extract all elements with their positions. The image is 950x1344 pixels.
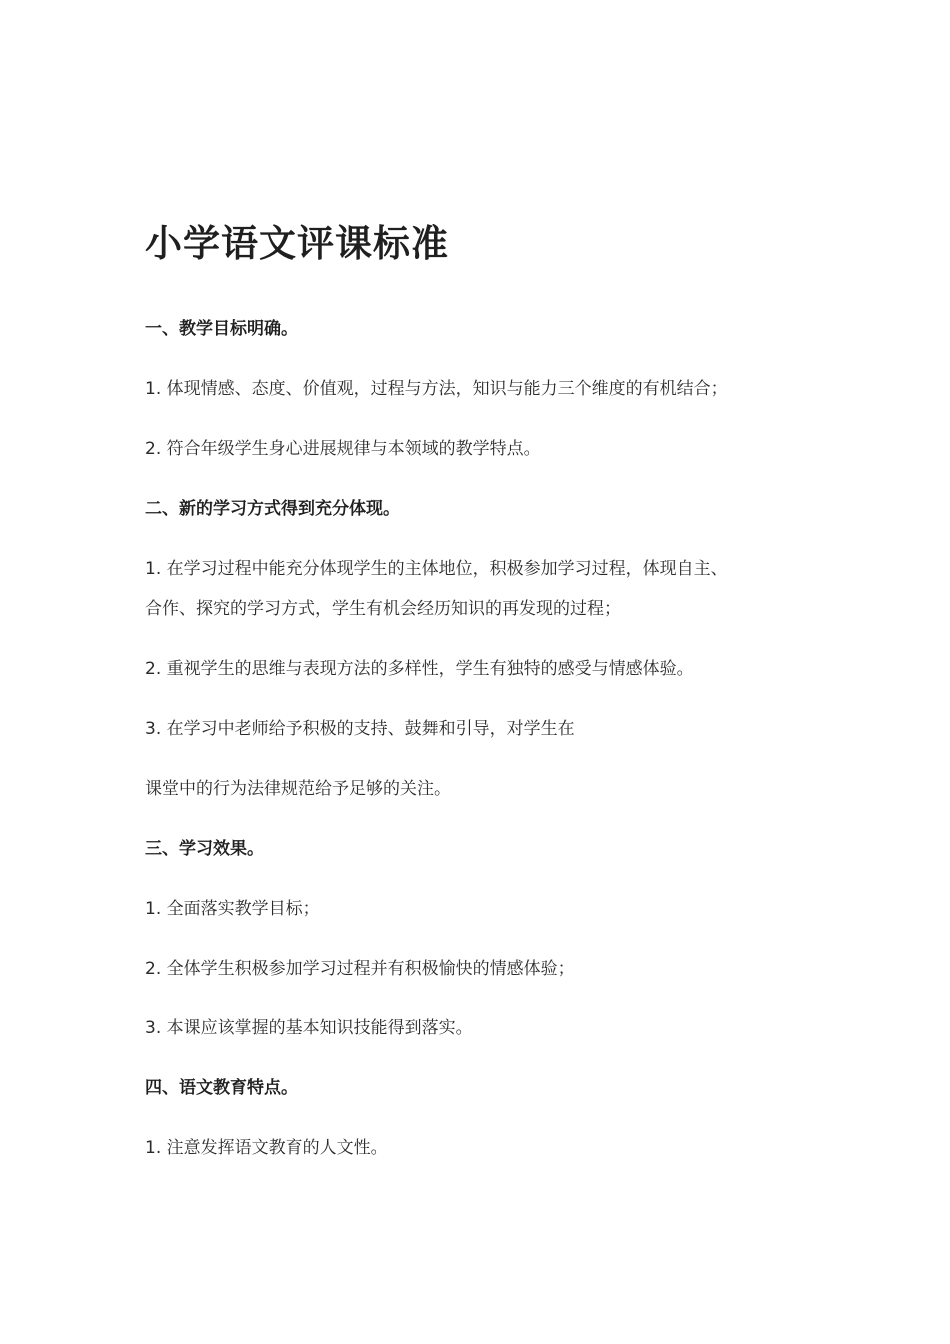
document-title: 小学语文评课标准 <box>145 222 449 265</box>
paragraph-4-1: 1. 注意发挥语文教育的人文性。 <box>145 1138 388 1158</box>
section-heading-1: 一、教学目标明确。 <box>145 319 298 339</box>
paragraph-2-1: 1. 在学习过程中能充分体现学生的主体地位，积极参加学习过程，体现自主、 <box>145 559 728 579</box>
section-heading-4: 四、语文教育特点。 <box>145 1078 298 1098</box>
paragraph-1-2: 2. 符合年级学生身心进展规律与本领域的教学特点。 <box>145 439 541 459</box>
paragraph-2-3: 3. 在学习中老师给予积极的支持、鼓舞和引导，对学生在 <box>145 719 575 739</box>
paragraph-3-3: 3. 本课应该掌握的基本知识技能得到落实。 <box>145 1018 473 1038</box>
paragraph-1-1: 1. 体现情感、态度、价值观，过程与方法，知识与能力三个维度的有机结合； <box>145 379 728 399</box>
paragraph-3-2: 2. 全体学生积极参加学习过程并有积极愉快的情感体验； <box>145 959 575 979</box>
paragraph-3-1: 1. 全面落实教学目标； <box>145 899 320 919</box>
paragraph-2-1-continued: 合作、探究的学习方式，学生有机会经历知识的再发现的过程； <box>145 599 621 619</box>
section-heading-2: 二、新的学习方式得到充分体现。 <box>145 499 400 519</box>
paragraph-2-3-continued: 课堂中的行为法律规范给予足够的关注。 <box>145 779 451 799</box>
paragraph-2-2: 2. 重视学生的思维与表现方法的多样性，学生有独特的感受与情感体验。 <box>145 659 694 679</box>
section-heading-3: 三、学习效果。 <box>145 839 264 859</box>
